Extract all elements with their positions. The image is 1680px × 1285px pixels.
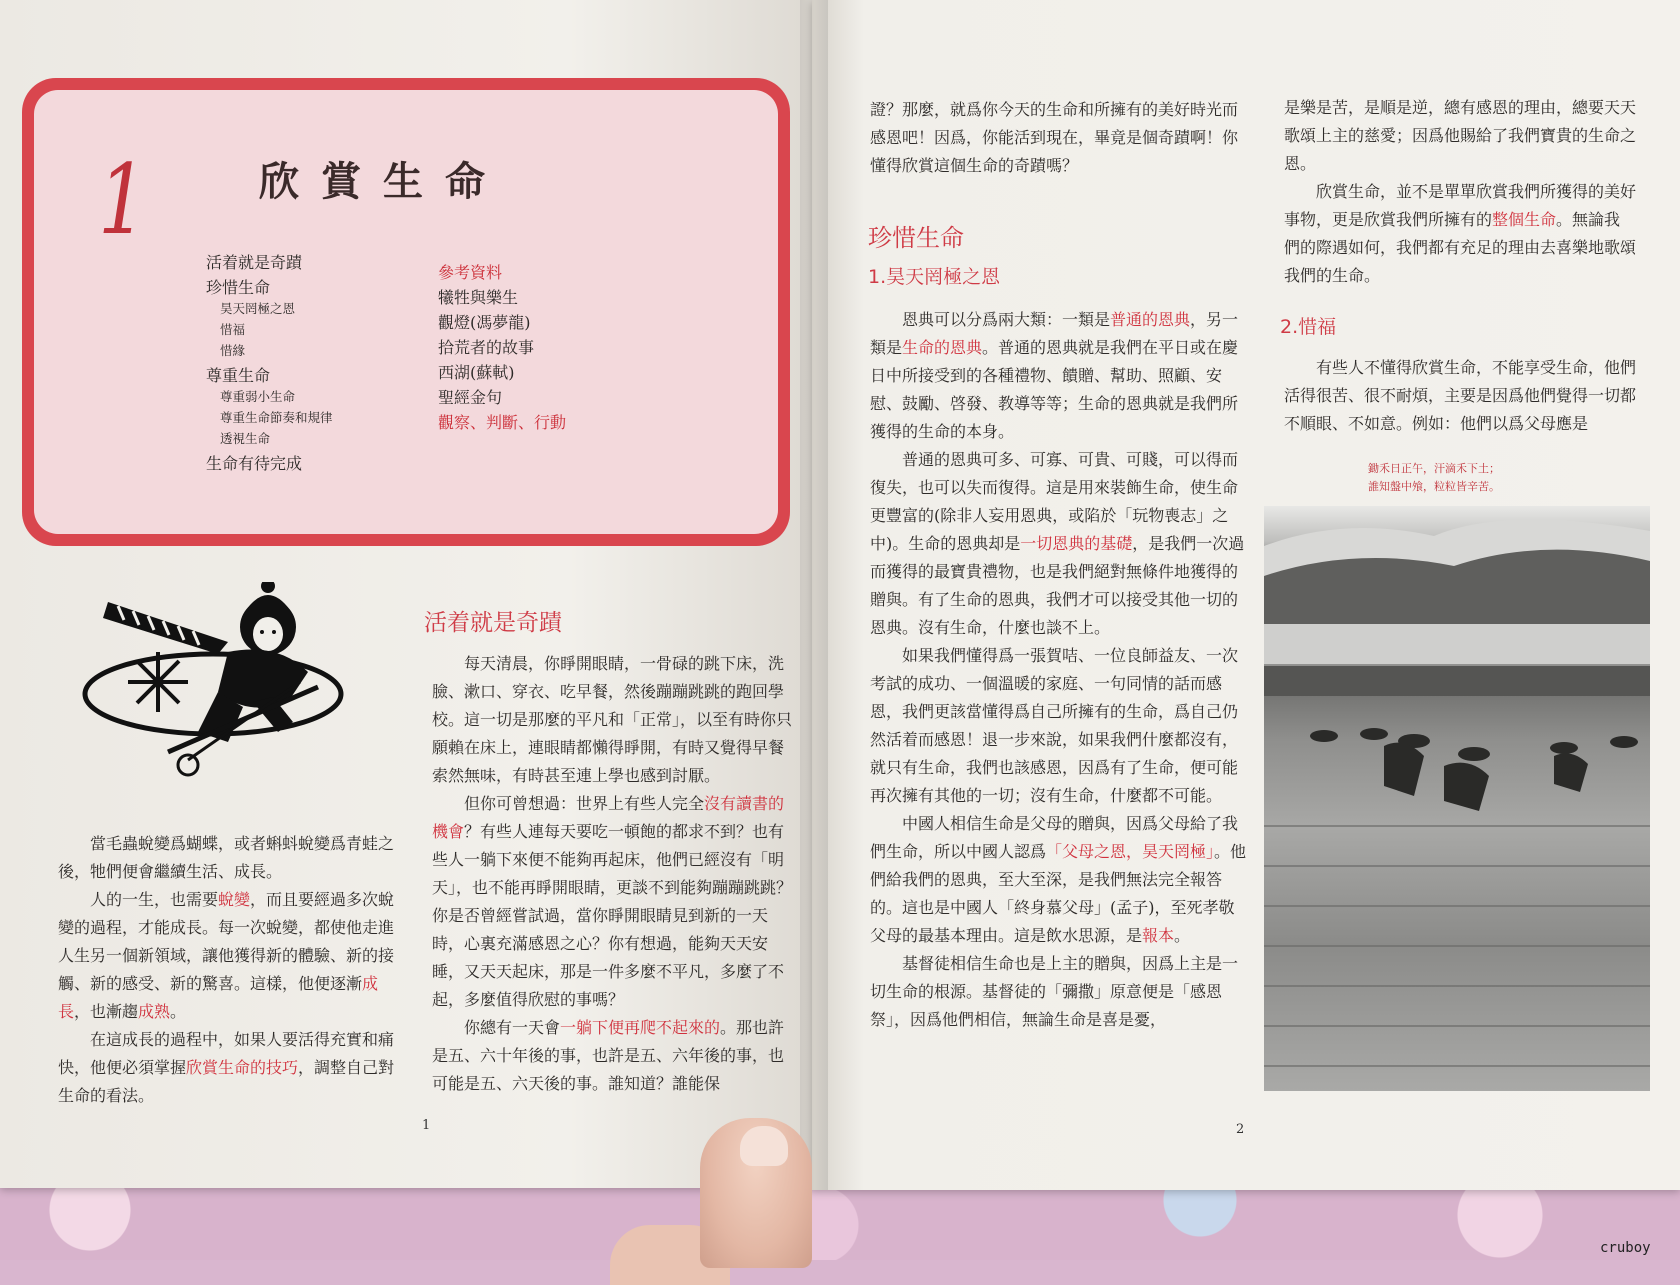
body-paragraph: 如果我們懂得爲一張賀咭、一位良師益友、一次考試的成功、一個溫暖的家庭、一句同情的話而感恩，我們更該當懂得爲自己所擁有的生命，爲自己仍然活着而感恩！退一步來說，如果我們什麼都沒有，就只有生命，我們也該感恩，因爲有了生命，便可能再次擁有其他的一切；沒有生命，什麼都不可能。: [870, 646, 1239, 805]
intro-text: [58, 830, 398, 1110]
toc-item: 尊重生命: [206, 366, 271, 385]
body-paragraph: 普通的恩典可多、可寡、可貴、可賤，可以得而復失，也可以失而復得。這是用來裝飾生命，使生命更豐富的(除非人妄用恩典，或陷於「玩物喪志」之中)。生命的恩典却是一切恩典的基礎，是我們一次過而獲得的最寶貴禮物，也是我們絕對無條件地獲得的贈與。有了生命的恩典，我們才可以接受其他一切的恩典。沒有生命，什麼也談不上。: [870, 450, 1245, 637]
reference-item-last: 觀察、判斷、行動: [438, 413, 567, 432]
toc-item: 活着就是奇蹟: [206, 253, 303, 272]
toc-subitem: 惜福: [220, 322, 246, 337]
intro-paragraph: 當毛蟲蛻變爲蝴蝶，或者蝌蚪蛻變爲青蛙之後，牠們便會繼續生活、成長。: [58, 834, 395, 881]
reference-item: 觀燈(馮夢龍): [438, 313, 531, 332]
chapter-title: 欣賞生命: [259, 158, 507, 205]
section-text: [432, 650, 792, 1098]
intro-paragraph: 在這成長的過程中，如果人要活得充實和痛快，他便必須掌握欣賞生命的技巧，調整自己對生命的看法。: [58, 1030, 395, 1105]
toc-item: 生命有待完成: [206, 454, 303, 473]
continued-text: [870, 96, 1248, 180]
watermark: cruboy: [1600, 1240, 1651, 1256]
book-spine-fold: [800, 0, 828, 1190]
reference-item: 拾荒者的故事: [438, 338, 535, 357]
reference-list: [438, 260, 566, 435]
body-paragraph: 你總有一天會一躺下便再爬不起來的。那也許是五、六十年後的事，也許是五、六年後的事，也可能是五、六天後的事。誰知道？誰能保: [432, 1018, 785, 1093]
toc-subitem: 尊重生命節奏和規律: [220, 410, 333, 425]
body-paragraph: 證？那麼，就爲你今天的生命和所擁有的美好時光而感恩吧！因爲，你能活到現在，畢竟是個奇蹟啊！你懂得欣賞這個生命的奇蹟嗎？: [870, 100, 1239, 175]
reference-item: 犧牲與樂生: [438, 288, 519, 307]
fingernail: [740, 1126, 788, 1166]
chapter-title-inner: [34, 90, 778, 534]
page-number: 1: [422, 1118, 431, 1133]
body-paragraph: 中國人相信生命是父母的贈與，因爲父母給了我們生命，所以中國人認爲「父母之恩，昊天罔極」。他們給我們的恩典，至大至深，是我們無法完全報答的。這也是中國人「終身慕父母」(孟子)，至死孝敬父母的最基本理由。這是飲水思源，是報本。: [870, 814, 1247, 945]
section-heading: 活着就是奇蹟: [424, 610, 562, 636]
toc-subitem: 昊天罔極之恩: [220, 301, 296, 316]
chapter-title-box: [22, 78, 790, 546]
chapter-number: 1: [98, 144, 147, 256]
section-heading: 珍惜生命: [868, 224, 964, 252]
skier-papercut-illustration: [78, 582, 348, 782]
page-number: 2: [1236, 1122, 1245, 1137]
reference-item: 聖經金句: [438, 388, 503, 407]
left-page: [0, 0, 812, 1188]
reference-item: 西湖(蘇軾): [438, 363, 515, 382]
column-two-text-2: [1284, 354, 1636, 438]
chapter-contents: [206, 248, 333, 474]
body-paragraph: 恩典可以分爲兩大類：一類是普通的恩典，另一類是生命的恩典。普通的恩典就是我們在平日或在慶日中所接受到的各種禮物、饋贈、幫助、照顧、安慰、鼓勵、啓發、教導等等；生命的恩典就是我們所獲得的生命的本身。: [870, 310, 1239, 441]
subsection-heading: 1.昊天罔極之恩: [868, 266, 1001, 288]
body-paragraph: 基督徒相信生命也是上主的贈與，因爲上主是一切生命的根源。基督徒的「彌撒」原意便是「感恩祭」，因爲他們相信，無論生命是喜是憂，: [870, 954, 1239, 1029]
toc-subitem: 惜緣: [220, 343, 246, 358]
toc-subitem: 透視生命: [220, 431, 271, 446]
body-paragraph: 是樂是苦，是順是逆，總有感恩的理由，總要天天歌頌上主的慈愛；因爲他賜給了我們寶貴的生命之恩。: [1284, 98, 1637, 173]
photo-caption: 鋤禾日正午，汗滴禾下土； 誰知盤中飧，粒粒皆辛苦。: [1368, 462, 1500, 493]
intro-paragraph: 人的一生，也需要蛻變，而且要經過多次蛻變的過程，才能成長。每一次蛻變，都使他走進人生另一個新領域，讓他獲得新的體驗、新的接觸、新的感受、新的驚喜。這樣，他便逐漸成長，也漸趨成熟。: [58, 890, 395, 1021]
toc-item: 珍惜生命: [206, 278, 271, 297]
column-one-text: [870, 306, 1248, 1034]
subsection-heading: 2.惜福: [1280, 316, 1337, 338]
toc-subitem: 尊重弱小生命: [220, 389, 296, 404]
body-paragraph: 但你可曾想過：世界上有些人完全沒有讀書的機會？有些人連每天要吃一頓飽的都求不到？也有些人一躺下來便不能夠再起床，他們已經沒有「明天」，也不能再睜開眼睛，更談不到能夠蹦蹦跳跳？你是否曾經嘗試過，當你睜開眼睛見到新的一天時，心裏充滿感恩之心？你有想過，能夠天天安睡，又天天起床，那是一件多麼不平凡，多麼了不起，多麼值得欣慰的事嗎？: [432, 794, 793, 1009]
references-heading: 參考資料: [438, 263, 503, 282]
body-paragraph: 有些人不懂得欣賞生命，不能享受生命，他們活得很苦、很不耐煩，主要是因爲他們覺得一切都不順眼、不如意。例如：他們以爲父母應是: [1284, 358, 1637, 433]
body-paragraph: 欣賞生命，並不是單單欣賞我們所獲得的美好事物，更是欣賞我們所擁有的整個生命。無論我們的際遇如何，我們都有充足的理由去喜樂地歌頌我們的生命。: [1284, 182, 1637, 285]
body-paragraph: 每天清晨，你睜開眼睛，一骨碌的跳下床，洗臉、漱口、穿衣、吃早餐，然後蹦蹦跳跳的跑回學校。這一切是那麼的平凡和「正常」，以至有時你只願賴在床上，連眼睛都懶得睜開，有時又覺得早餐索然無味，有時甚至連上學也感到討厭。: [432, 654, 793, 785]
column-two-text: [1284, 94, 1636, 290]
rice-field-photo: [1264, 506, 1650, 1091]
